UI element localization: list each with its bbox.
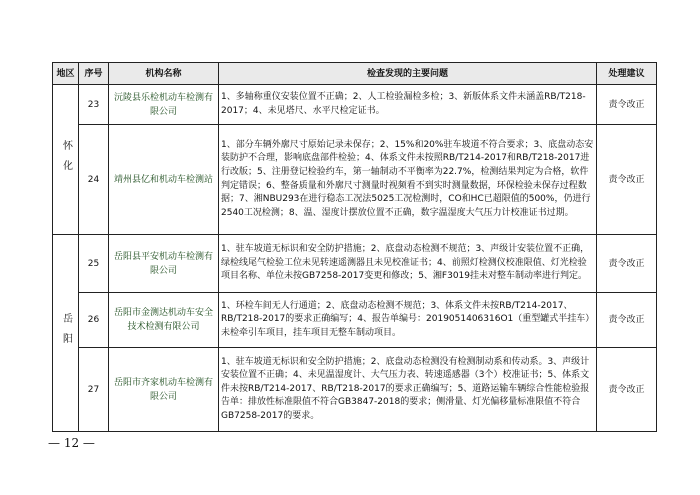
seq-cell: 25 xyxy=(79,235,109,293)
advice-cell: 责令改正 xyxy=(597,235,657,293)
header-seq: 序号 xyxy=(79,63,109,85)
header-region: 地区 xyxy=(53,63,79,85)
seq-cell: 26 xyxy=(79,293,109,348)
table-row xyxy=(53,235,657,293)
advice-cell: 责令改正 xyxy=(597,85,657,125)
org-cell: 靖州县亿和机动车检测站 xyxy=(109,125,219,235)
advice-cell: 责令改正 xyxy=(597,293,657,348)
org-cell: 岳阳县平安机动车检测有限公司 xyxy=(109,235,219,293)
seq-cell: 24 xyxy=(79,125,109,235)
problems-cell: 1、多轴称重仪安装位置不正确；2、人工检验漏检多检；3、新版体系文件未涵盖RB/T218-2017；4、未见塔尺、水平尺检定证书。 xyxy=(219,85,597,125)
region-cell: 岳阳 xyxy=(53,235,79,432)
advice-cell: 责令改正 xyxy=(597,348,657,432)
header-problems: 检查发现的主要问题 xyxy=(219,63,597,85)
problems-cell: 1、驻车坡道无标识和安全防护措施；2、底盘动态检测不规范；3、声级计安装位置不正确，绿检线尾气检验工位未见转速遥测器且未见校准证书；4、前照灯检测仪校准限值、灯光检验项目名称、单位未按GB7258-2017变更和修改；5、湘F3019挂未对整车制动率进行判定。 xyxy=(219,235,597,293)
inspection-table xyxy=(52,62,657,432)
table-row xyxy=(53,85,657,125)
problems-cell: 1、环检车间无人行通道；2、底盘动态检测不规范；3、体系文件未按RB/T214-2017、RB/T218-2017的要求正确编写；4、报告单编号：2019051406316O1（重型罐式半挂车）未检牵引车项目，挂车项目无整车制动项目。 xyxy=(219,293,597,348)
header-advice: 处理建议 xyxy=(597,63,657,85)
header-org: 机构名称 xyxy=(109,63,219,85)
table-header-row xyxy=(53,63,657,85)
table-row xyxy=(53,125,657,235)
org-cell: 沅陵县乐检机动车检测有限公司 xyxy=(109,85,219,125)
seq-cell: 27 xyxy=(79,348,109,432)
table-row xyxy=(53,348,657,432)
table-row xyxy=(53,293,657,348)
region-cell: 怀化 xyxy=(53,85,79,235)
page-number: — 12 — xyxy=(48,436,95,450)
seq-cell: 23 xyxy=(79,85,109,125)
advice-cell: 责令改正 xyxy=(597,125,657,235)
problems-cell: 1、驻车坡道无标识和安全防护措施；2、底盘动态检测没有检测制动系和传动系。3、声级计安装位置不正确；4、未见温湿度计、大气压力表、转速遥感器（3个）校准证书；5、体系文件未按RB/T214-2017、RB/T218-2017的要求正确编写；5、道路运输车辆综合性能检验报告单：排放性标准限值不符合GB3847-2018的要求；侧滑量、灯光偏移量标准限值不符合GB7258-2017的要求。 xyxy=(219,348,597,432)
problems-cell: 1、部分车辆外廓尺寸原始记录未保存；2、15%和20%驻车坡道不符合要求；3、底盘动态安装防护不合理，影响底盘部件检验；4、体系文件未按照RB/T214-2017和RB/T218-2017进行改版；5、注册登记检验约车，第一轴制动不平衡率为22.7%，检测结果判定为合格，软件判定错误；6、整备质量和外廓尺寸测量时视频看不到实时测量数据，环保检验未保存过程数据；7、湘NBU293在进行稳态工况法5025工况检测时，CO和HC已超限值的500%，仍进行2540工况检测；8、温、湿度计摆放位置不正确，数字温湿度大气压力计校准证书过期。 xyxy=(219,125,597,235)
org-cell: 岳阳市齐家机动车检测有限公司 xyxy=(109,348,219,432)
org-cell: 岳阳市金测达机动车安全技术检测有限公司 xyxy=(109,293,219,348)
